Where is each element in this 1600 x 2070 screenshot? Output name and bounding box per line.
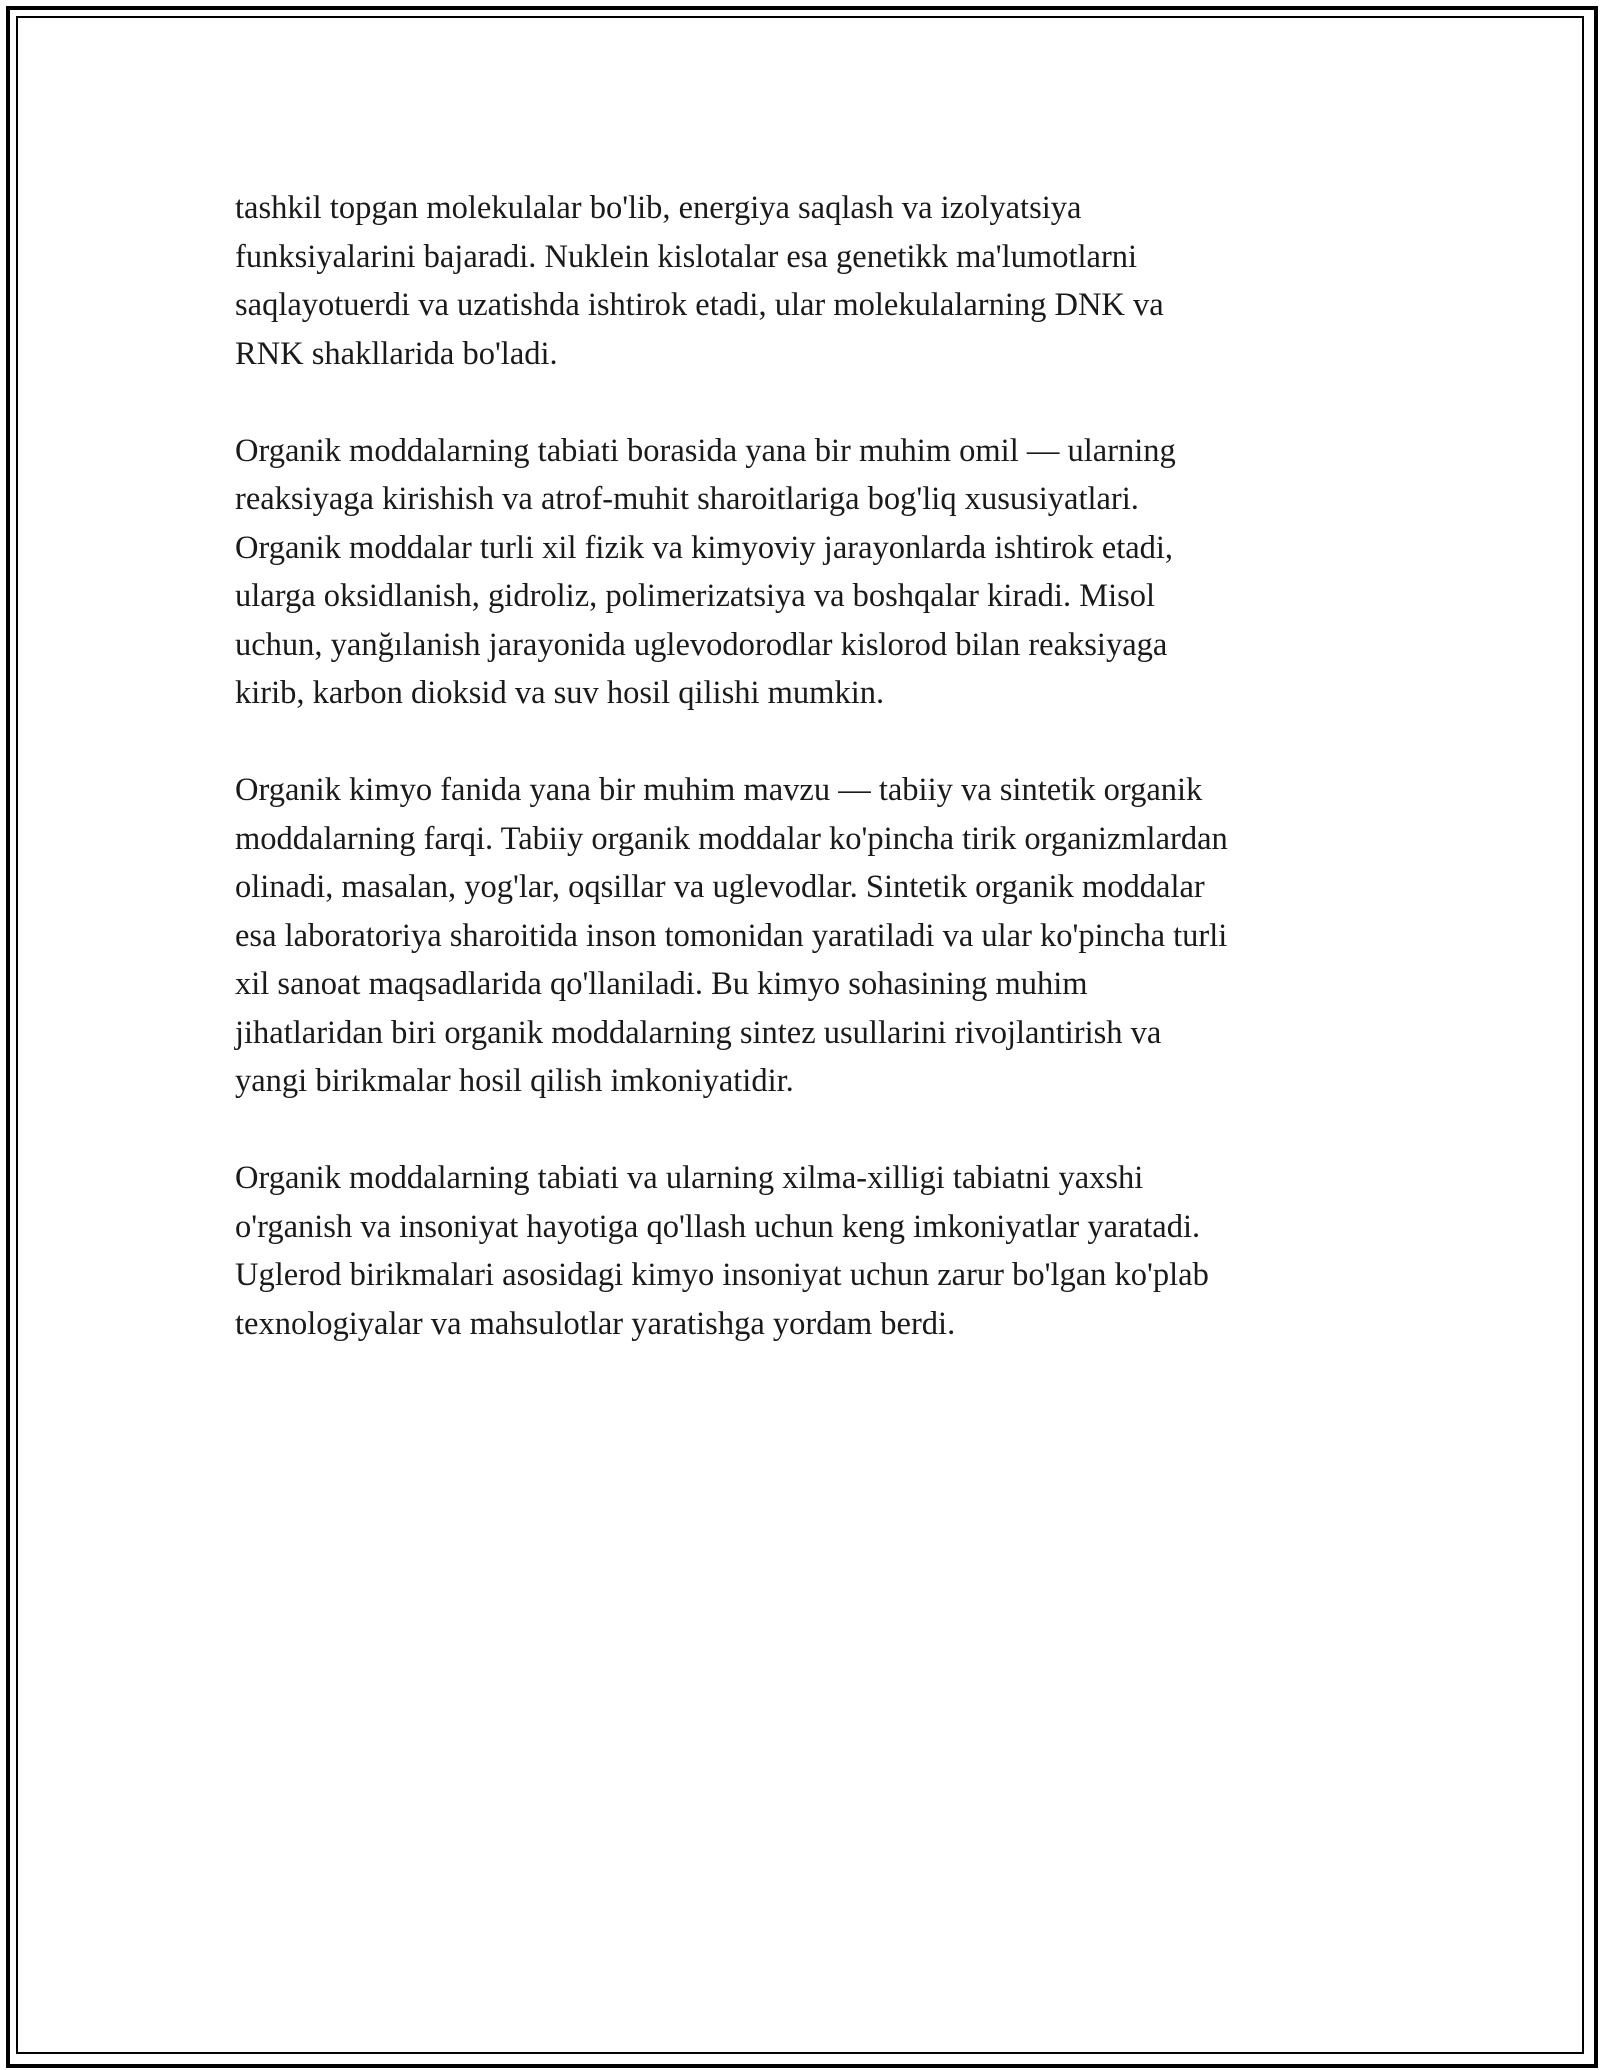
paragraph-2-line-2: reaksiyaga kirishish va atrof-muhit sharoitlariga bog'liq xususiyatlari. xyxy=(235,481,1139,517)
paragraph-3-line-1: Organik kimyo fanida yana bir muhim mavzu — tabiiy va sintetik organik xyxy=(235,772,1203,808)
paragraph-1-line-4: RNK shakllarida bo'ladi. xyxy=(235,335,558,372)
document-body xyxy=(235,184,1375,1397)
paragraph-1-line-2: funksiyalarini bajaradi. Nuklein kislotalar esa genetikk ma'lumotlarni xyxy=(235,238,1138,275)
paragraph-4 xyxy=(235,1154,1375,1348)
paragraph-3-line-2: moddalarning farqi. Tabiiy organik moddalar ko'pincha tirik organizmlardan xyxy=(235,820,1228,857)
paragraph-3-line-7: yangi birikmalar hosil qilish imkoniyatidir. xyxy=(235,1063,794,1099)
paragraph-2-line-6: kirib, karbon dioksid va suv hosil qilishi mumkin. xyxy=(235,675,885,711)
paragraph-2-line-1: Organik moddalarning tabiati borasida yana bir muhim omil — ularning xyxy=(235,432,1176,469)
paragraph-2-line-4: ularga oksidlanish, gidroliz, polimerizatsiya va boshqalar kiradi. Misol xyxy=(235,578,1156,614)
paragraph-2 xyxy=(235,427,1375,718)
paragraph-4-line-3: Uglerod birikmalari asosidagi kimyo insoniyat uchun zarur bo'lgan ko'plab xyxy=(235,1257,1209,1293)
paragraph-4-line-4: texnologiyalar va mahsulotlar yaratishga yordam berdi. xyxy=(235,1305,956,1342)
paragraph-1-line-3: saqlayotuerdi va uzatishda ishtirok etadi, ular molekulalarning DNK va xyxy=(235,287,1164,323)
paragraph-4-line-1: Organik moddalarning tabiati va ularning xilma-xilligi tabiatni yaxshi xyxy=(235,1160,1144,1196)
paragraph-3-line-3: olinadi, masalan, yog'lar, oqsillar va uglevodlar. Sintetik organik moddalar xyxy=(235,869,1205,905)
paragraph-1-line-1: tashkil topgan molekulalar bo'lib, energiya saqlash va izolyatsiya xyxy=(235,190,1082,226)
paragraph-2-line-3: Organik moddalar turli xil fizik va kimyoviy jarayonlarda ishtirok etadi, xyxy=(235,529,1174,566)
paragraph-3-line-6: jihatlaridan biri organik moddalarning sintez usullarini rivojlantirish va xyxy=(235,1014,1162,1051)
paragraph-3-line-5: xil sanoat maqsadlarida qo'llaniladi. Bu kimyo sohasining muhim xyxy=(235,966,1088,1002)
paragraph-2-line-5: uchun, yanğılanish jarayonida uglevodorodlar kislorod bilan reaksiyaga xyxy=(235,626,1168,663)
paragraph-3 xyxy=(235,766,1375,1106)
paragraph-1 xyxy=(235,184,1375,378)
paragraph-4-line-2: o'rganish va insoniyat hayotiga qo'llash uchun keng imkoniyatlar yaratadi. xyxy=(235,1208,1201,1245)
paragraph-3-line-4: esa laboratoriya sharoitida inson tomonidan yaratiladi va ular ko'pincha turli xyxy=(235,917,1228,954)
